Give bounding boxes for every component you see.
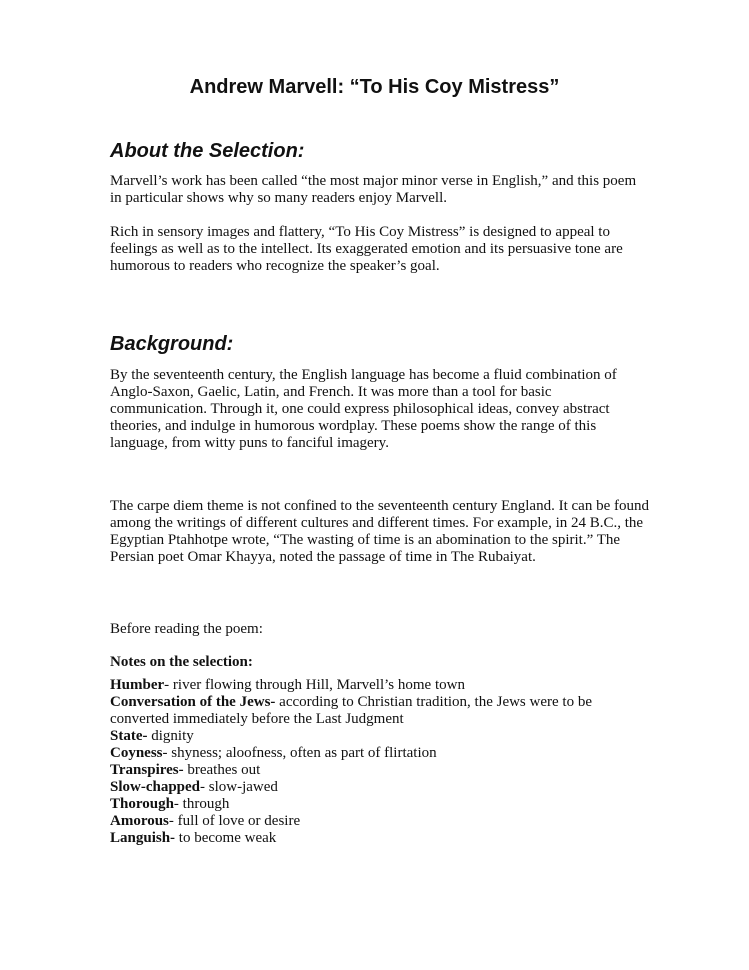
note-term: Slow-chapped xyxy=(110,779,201,795)
text-line: language, from witty puns to fanciful imagery. xyxy=(110,435,389,451)
note-definition-continued: converted immediately before the Last Judgment xyxy=(110,711,404,727)
text-line: By the seventeenth century, the English language has become a fluid combination of xyxy=(110,367,617,383)
note-item xyxy=(110,813,670,830)
note-definition: - river flowing through Hill, Marvell’s home town xyxy=(164,677,465,693)
note-term: Conversation of the Jews- xyxy=(110,694,276,710)
note-definition: according to Christian tradition, the Jews were to be xyxy=(275,694,592,710)
before-reading-text: Before reading the poem: xyxy=(110,621,263,637)
note-term: Amorous xyxy=(110,813,169,829)
note-item xyxy=(110,694,670,711)
note-definition: breathes out xyxy=(183,762,261,778)
note-item xyxy=(110,745,670,762)
note-item xyxy=(110,779,670,796)
text-line: humorous to readers who recognize the speaker’s goal. xyxy=(110,258,440,274)
note-term: Transpires- xyxy=(110,762,184,778)
text-line: feelings as well as to the intellect. Its exaggerated emotion and its persuasive tone are xyxy=(110,241,623,257)
text-line: Persian poet Omar Khayya, noted the passage of time in The Rubaiyat. xyxy=(110,549,536,565)
page-title: Andrew Marvell: “To His Coy Mistress” xyxy=(189,76,560,98)
note-term: Coyness xyxy=(110,745,163,761)
text-line: Rich in sensory images and flattery, “To His Coy Mistress” is designed to appeal to xyxy=(110,224,610,240)
note-item xyxy=(110,830,670,847)
about-paragraph-2 xyxy=(110,224,670,275)
background-paragraph-2 xyxy=(110,498,670,566)
note-definition: dignity xyxy=(147,728,194,744)
notes-heading: Notes on the selection: xyxy=(110,654,253,670)
note-definition: to become weak xyxy=(175,830,277,846)
note-definition: - slow-jawed xyxy=(200,779,278,795)
note-definition: - shyness; aloofness, often as part of flirtation xyxy=(162,745,437,761)
text-line: The carpe diem theme is not confined to the seventeenth century England. It can be found xyxy=(110,498,649,514)
text-line: Anglo-Saxon, Gaelic, Latin, and French. It was more than a tool for basic xyxy=(110,384,552,400)
note-term: State- xyxy=(110,728,148,744)
note-term: Languish- xyxy=(110,830,176,846)
background-heading: Background: xyxy=(110,333,234,355)
note-definition: - full of love or desire xyxy=(168,813,301,829)
text-line: Marvell’s work has been called “the most major minor verse in English,” and this poem xyxy=(110,173,637,189)
text-line: among the writings of different cultures and different times. For example, in 24 B.C., the xyxy=(110,515,644,531)
text-line: Egyptian Ptahhotpe wrote, “The wasting of time is an abomination to the spirit.” The xyxy=(110,532,621,548)
text-line: communication. Through it, one could express philosophical ideas, convey abstract xyxy=(110,401,610,417)
note-term: Thorough xyxy=(110,796,174,812)
notes-list xyxy=(110,677,670,847)
background-paragraph-1 xyxy=(110,367,670,452)
text-line: theories, and indulge in humorous wordplay. These poems show the range of this xyxy=(110,418,597,434)
about-heading: About the Selection: xyxy=(110,140,305,162)
note-term: Humber xyxy=(110,677,165,693)
note-item xyxy=(110,796,670,813)
note-item xyxy=(110,728,670,745)
text-line: in particular shows why so many readers enjoy Marvell. xyxy=(110,190,447,206)
note-definition: - through xyxy=(173,796,230,812)
note-item xyxy=(110,762,670,779)
about-paragraph-1 xyxy=(110,173,670,207)
note-item xyxy=(110,677,670,694)
